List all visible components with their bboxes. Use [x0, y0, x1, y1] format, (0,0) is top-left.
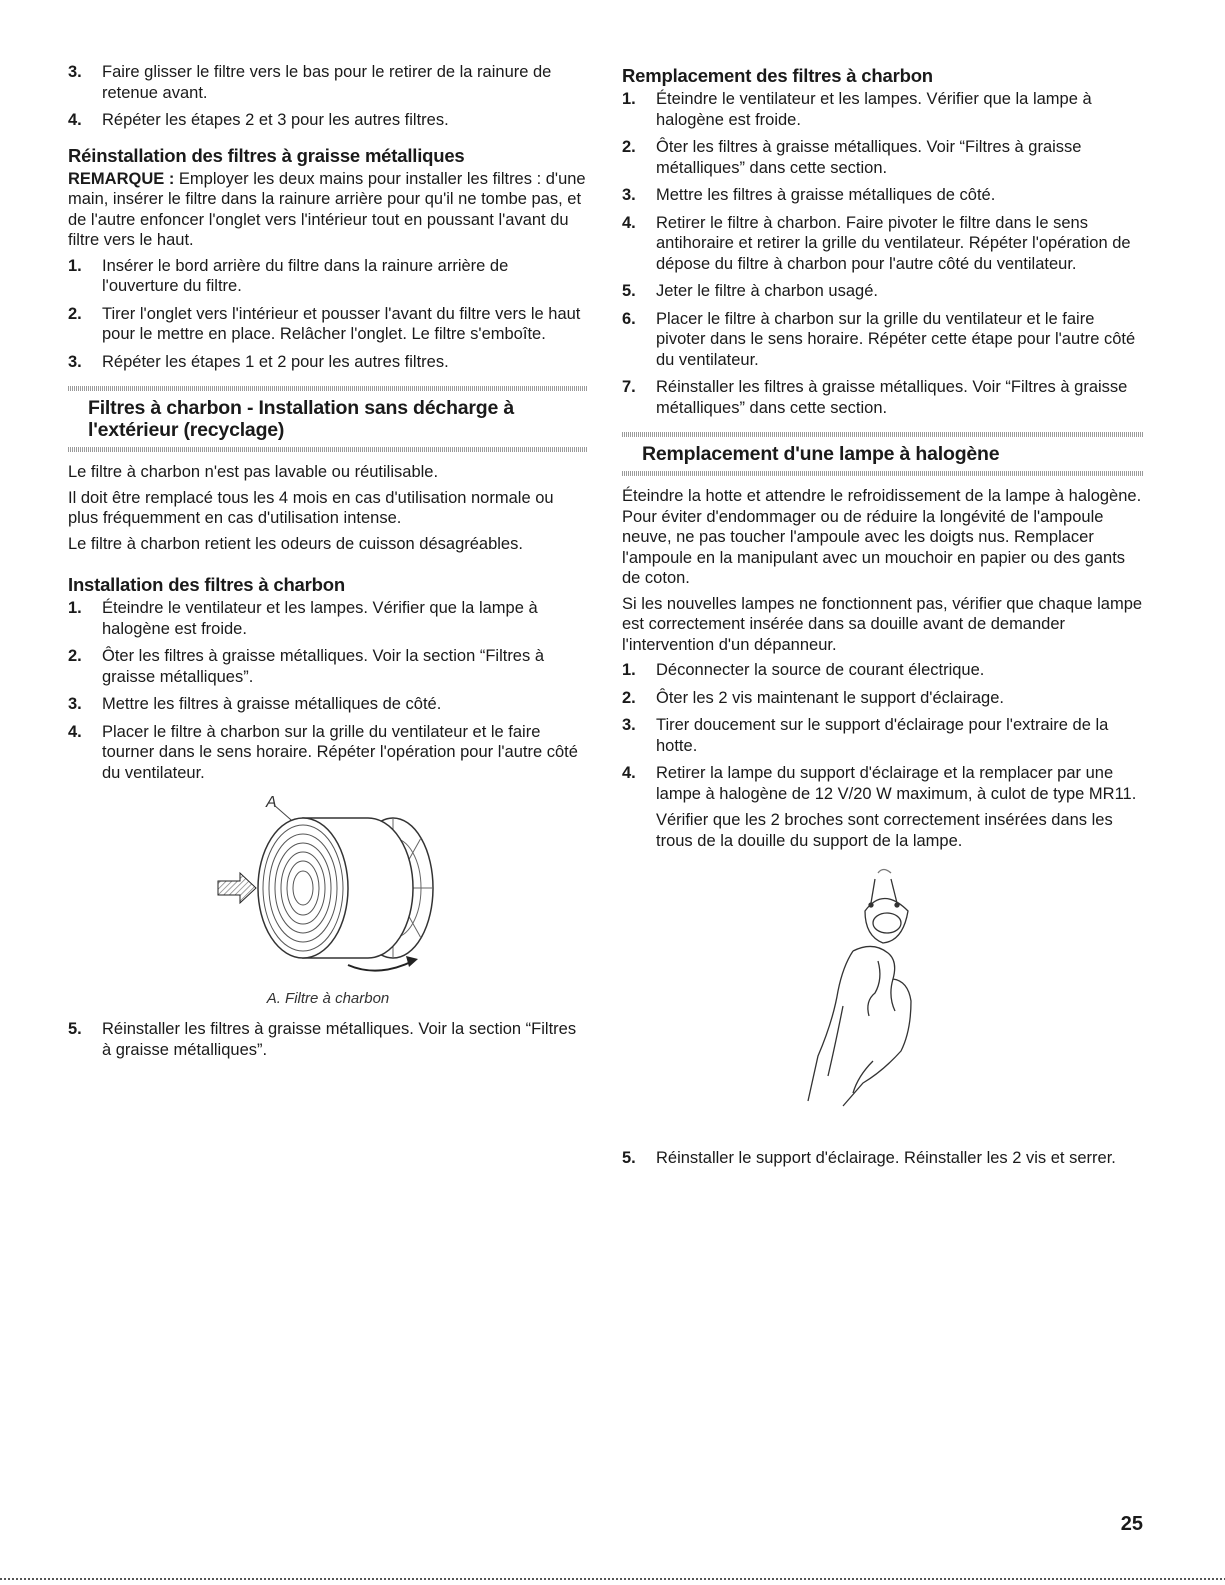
callout-letter: A	[266, 794, 277, 811]
list-item: 6. Placer le filtre à charbon sur la grille du ventilateur et le faire pivoter dans le sens horaire. Répéter cette étape pour l'autre côté du ventilateur.	[622, 309, 1136, 369]
paragraph: Si les nouvelles lampes ne fonctionnent pas, vérifier que chaque lampe est correctement insérée dans sa douille avant de demander l'intervention d'un dépanneur.	[622, 594, 1143, 654]
list-item: 2. Tirer l'onglet vers l'intérieur et pousser l'avant du filtre vers le haut pour le mettre en place. Relâcher l'onglet. Le filtre s'emboîte.	[68, 304, 581, 343]
footer-rule	[0, 1578, 1225, 1580]
lamp-pin	[871, 879, 875, 903]
left-column	[68, 62, 588, 1067]
section-title: Filtres à charbon - Installation sans décharge à l'extérieur (recyclage)	[88, 397, 515, 441]
page-number: 25	[1120, 1513, 1143, 1535]
list-item: 4. Répéter les étapes 2 et 3 pour les autres filtres.	[68, 111, 449, 129]
charcoal-filter-figure	[68, 793, 588, 1007]
list-item: 4. Placer le filtre à charbon sur la grille du ventilateur et le faire tourner dans le sens horaire. Répéter l'opération pour l'autre côté du ventilateur.	[68, 722, 578, 782]
list-item: 2. Ôter les filtres à graisse métalliques. Voir la section “Filtres à graisse métalliques”.	[68, 647, 544, 686]
list-item: 3. Mettre les filtres à graisse métalliques de côté.	[622, 186, 996, 204]
list-item: 2. Ôter les filtres à graisse métalliques. Voir “Filtres à graisse métalliques” dans cette section.	[622, 138, 1082, 177]
list-item: 2. Ôter les 2 vis maintenant le support d'éclairage.	[622, 688, 1004, 707]
halogen-section-header	[622, 432, 1144, 476]
section-title: Remplacement d'une lampe à halogène	[642, 443, 1000, 465]
note-text: Employer les deux mains pour installer les filtres : d'une main, insérer le filtre dans la rainure arrière pour qu'il ne tombe pas, et de l'autre enfoncer l'onglet vers l'intérieur tout en poussant l'avant du filtre vers le haut.	[68, 169, 586, 249]
paragraph: Il doit être remplacé tous les 4 mois en cas d'utilisation normale ou plus fréquemment en cas d'utilisation intense.	[68, 488, 554, 527]
install-heading: Installation des filtres à charbon	[68, 574, 345, 595]
paragraph: Éteindre la hotte et attendre le refroidissement de la lampe à halogène. Pour éviter d'endommager ou de réduire la longévité de l'ampoule neuve, ne pas toucher l'ampoule avec les doigts nus. Remplacer l'ampoule en la manipulant avec un mouchoir en papier ou des gants de coton.	[622, 487, 1142, 587]
replace-heading: Remplacement des filtres à charbon	[622, 65, 933, 86]
list-item: 5. Réinstaller le support d'éclairage. Réinstaller les 2 vis et serrer.	[622, 1149, 1116, 1167]
right-column	[622, 62, 1144, 1176]
list-item: 4. Retirer la lampe du support d'éclairage et la remplacer par une lampe à halogène de 12 V/20 W maximum, à culot de type MR11. Vérifier que les 2 broches sont correctement insérées dans les trous de la douille du support de la lampe.	[622, 763, 1144, 851]
gloved-hand-lamp-illustration	[783, 861, 983, 1131]
list-item: 1. Insérer le bord arrière du filtre dans la rainure arrière de l'ouverture du filtre.	[68, 256, 509, 295]
note-label: REMARQUE :	[68, 169, 175, 188]
list-item: 3. Mettre les filtres à graisse métalliques de côté.	[68, 695, 442, 713]
list-item: 5. Réinstaller les filtres à graisse métalliques. Voir la section “Filtres à graisse métalliques”.	[68, 1020, 577, 1059]
reinstall-heading: Réinstallation des filtres à graisse métalliques	[68, 144, 465, 166]
list-item: 1. Éteindre le ventilateur et les lampes. Vérifier que la lampe à halogène est froide.	[622, 90, 1092, 129]
section-rule	[622, 471, 1144, 476]
charcoal-filter	[258, 818, 413, 958]
section-rule	[622, 432, 1144, 437]
list-item: 7. Réinstaller les filtres à graisse métalliques. Voir “Filtres à graisse métalliques” dans cette section.	[622, 378, 1128, 417]
list-item: 5. Jeter le filtre à charbon usagé.	[622, 282, 878, 300]
section-rule	[68, 386, 588, 391]
list-item: 3. Faire glisser le filtre vers le bas pour le retirer de la rainure de retenue avant.	[68, 63, 552, 102]
section-rule	[68, 447, 588, 452]
insert-arrow-icon	[218, 873, 256, 903]
charcoal-section-header	[68, 386, 588, 452]
note-paragraph	[68, 169, 588, 251]
list-item: 3. Répéter les étapes 1 et 2 pour les autres filtres.	[68, 352, 449, 371]
list-item: 3. Tirer doucement sur le support d'éclairage pour l'extraire de la hotte.	[622, 716, 1109, 755]
figure-caption: A. Filtre à charbon	[266, 990, 390, 1007]
list-item: 1. Déconnecter la source de courant électrique.	[622, 661, 985, 679]
sub-paragraph: Vérifier que les 2 broches sont correctement insérées dans les trous de la douille du support de la lampe.	[656, 811, 1113, 850]
paragraph: Le filtre à charbon n'est pas lavable ou réutilisable.	[68, 463, 439, 481]
rotation-arrow-icon	[348, 961, 413, 971]
halogen-lamp-figure	[622, 861, 1144, 1136]
paragraph: Le filtre à charbon retient les odeurs de cuisson désagréables.	[68, 534, 523, 553]
list-item: 4. Retirer le filtre à charbon. Faire pivoter le filtre dans le sens antihoraire et retirer la grille du ventilateur. Répéter l'opération de dépose du filtre à charbon pour l'autre côté du ventilateur.	[622, 213, 1131, 273]
charcoal-filter-illustration	[178, 793, 478, 983]
list-item: 1. Éteindre le ventilateur et les lampes. Vérifier que la lampe à halogène est froide.	[68, 599, 538, 638]
